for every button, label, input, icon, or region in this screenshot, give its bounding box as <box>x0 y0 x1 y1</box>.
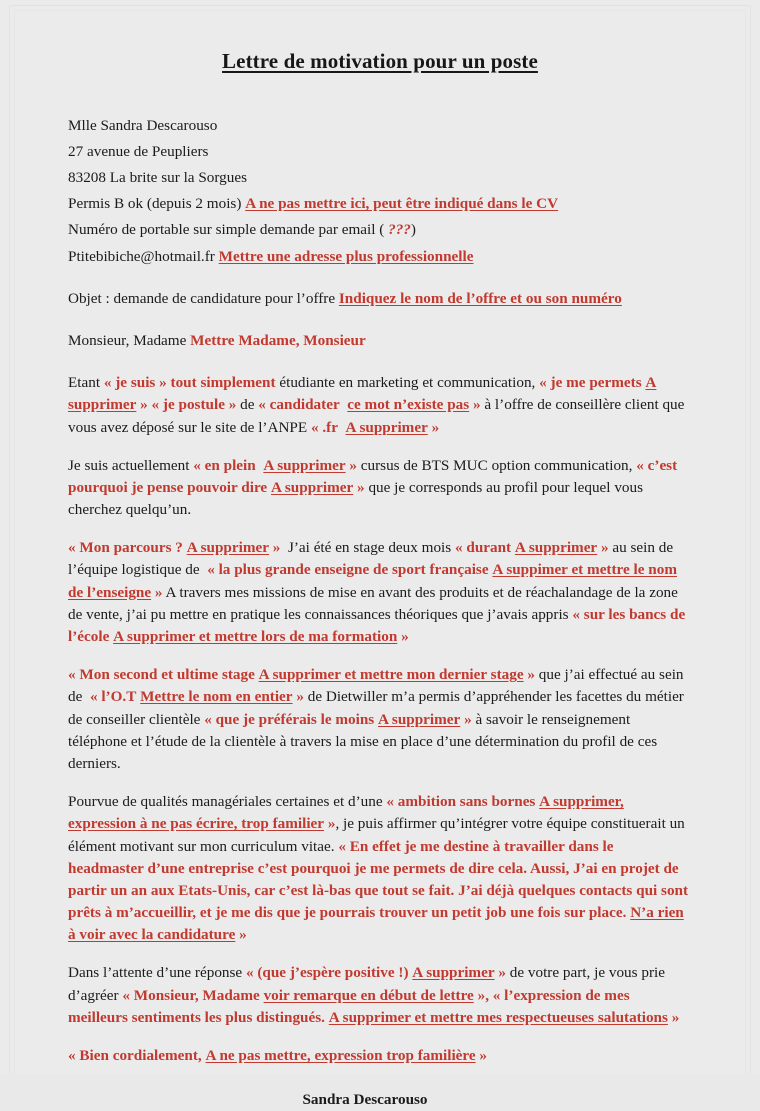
p4-annotation-6: » <box>464 710 472 728</box>
p7-annotation-1: « Bien cordialement, <box>68 1047 202 1065</box>
p6-text-2: de votre part, je vous prie d’agréer <box>68 964 665 1004</box>
email-value: Ptitebibiche@hotmail.fr <box>68 247 215 265</box>
phone-paren-open: ( <box>379 221 385 239</box>
paragraph-1 <box>68 372 692 439</box>
p3-annotation-2: » <box>272 539 281 557</box>
paragraph-6 <box>68 962 692 1029</box>
p3-annotation-1u: A supprimer <box>186 539 269 557</box>
p2-annotation-1u: A supprimer <box>263 456 346 474</box>
p3-annotation-4: » <box>600 539 609 557</box>
sender-licence-line <box>68 193 692 215</box>
p4-annotation-1: « Mon second et ultime stage <box>68 666 255 684</box>
p3-annotation-1: « Mon parcours ? <box>68 539 183 557</box>
p7-annotation-1u: A ne pas mettre, expression trop familière <box>205 1047 476 1065</box>
p3-annotation-7u: A supprimer et mettre lors de ma formation <box>113 628 398 646</box>
p1-annotation-4: « candidater <box>258 396 340 414</box>
p1-annotation-5: » <box>472 396 481 414</box>
p6-annotation-5: » <box>671 1008 680 1026</box>
salutation-text: Monsieur, Madame <box>68 331 187 349</box>
email-annotation: Mettre une adresse plus professionnelle <box>218 247 474 265</box>
p4-annotation-4: » <box>296 688 304 706</box>
p2-annotation-2: » <box>349 456 357 474</box>
p1-annotation-2u: A supprimer <box>68 374 657 414</box>
p6-annotation-1: « (que j’espère positive !) <box>245 964 409 982</box>
objet-annotation: Indiquez le nom de l’offre et ou son numéro <box>338 289 622 307</box>
p1-text-4: à l’offre de conseillère client que vous avez déposé sur le site de l’ANPE <box>68 396 685 436</box>
p5-annotation-4: » <box>239 926 247 944</box>
objet-label: Objet : demande de candidature pour l’offre <box>68 289 336 307</box>
p5-text-1: Pourvue de qualités managériales certaines et d’une <box>68 793 383 811</box>
p4-annotation-5: « que je préférais le moins <box>204 710 375 728</box>
p3-text-3: A travers mes missions de mise en avant des produits et de réachalandage de la zone de vente, j’ai pu mettre en pratique les connaissances théoriques que j’avais appris <box>68 583 678 623</box>
p3-annotation-5u: A suppimer et mettre le nom de l’enseigne <box>68 561 677 601</box>
licence-label: Permis B ok (depuis 2 mois) <box>68 195 242 213</box>
p5-annotation-3u: N’a rien à voir avec la candidature <box>68 904 684 944</box>
p6-annotation-4u: A supprimer et mettre mes respectueuses salutations <box>328 1008 668 1026</box>
p1-annotation-6: « .fr <box>310 418 338 436</box>
p1-annotation-2: « je me permets <box>539 374 642 392</box>
sender-name: Mlle Sandra Descarouso <box>68 116 218 134</box>
phone-annotation: ??? <box>388 221 411 239</box>
p2-annotation-1: « en plein <box>193 456 256 474</box>
p4-annotation-5u: A supprimer <box>377 710 461 728</box>
phone-paren-close: ) <box>410 221 416 239</box>
p4-text-2: de Dietwiller m’a permis d’appréhender les facettes du métier de conseiller clientèle <box>68 688 684 728</box>
page-title <box>68 46 692 77</box>
sender-city: 83208 La brite sur la Sorgues <box>68 169 247 187</box>
p4-annotation-1u: A supprimer et mettre mon dernier stage <box>258 666 524 684</box>
p4-annotation-2: » <box>527 666 535 684</box>
licence-annotation: A ne pas mettre ici, peut être indiqué dans le CV <box>245 195 559 213</box>
p3-text-2: au sein de l’équipe logistique de <box>68 539 674 579</box>
p5-text-2: , je puis affirmer qu’intégrer votre équipe constituerait un élément motivant sur mon curriculum vitae. <box>68 815 685 855</box>
p2-text-3: que je corresponds au profil pour lequel vous cherchez quelqu’un. <box>68 478 644 519</box>
paragraph-5 <box>68 791 692 946</box>
p2-text-2: cursus de BTS MUC option communication, <box>360 456 633 474</box>
p6-annotation-2: » <box>498 964 506 982</box>
p6-annotation-1u: A supprimer <box>412 964 495 982</box>
p1-text-3: de <box>240 396 255 414</box>
p1-text-2: étudiante en marketing et communication, <box>279 374 536 392</box>
p3-annotation-3u: A supprimer <box>514 539 598 557</box>
p3-annotation-7: « sur les bancs de l’école <box>68 605 686 646</box>
p6-annotation-3u: voir remarque en début de lettre <box>263 986 474 1004</box>
signature-name: Sandra Descarouso <box>302 1091 428 1109</box>
p6-annotation-3: « Monsieur, Madame <box>122 986 260 1004</box>
p5-annotation-1u: A supprimer, expression à ne pas écrire, trop familier <box>68 793 624 833</box>
p3-annotation-6: » <box>154 583 163 601</box>
p2-annotation-4: » <box>357 478 365 496</box>
p5-annotation-2: » <box>327 815 336 833</box>
p6-annotation-4: », « l’expression de mes meilleurs sentiments les plus distingués. <box>68 986 630 1026</box>
p6-text-1: Dans l’attente d’une réponse <box>68 964 243 982</box>
p7-annotation-2: » <box>479 1047 488 1065</box>
paragraph-7 <box>68 1045 692 1067</box>
objet-line <box>68 288 692 310</box>
p2-annotation-3u: A supprimer <box>270 478 354 496</box>
p4-text-3: à savoir le renseignement téléphone et l’étude de la clientèle à travers la mise en place d’une détermination du profil de ces derniers. <box>68 710 658 772</box>
sender-phone-line <box>68 219 692 241</box>
p5-annotation-3: « En effet je me destine à travailler dans le headmaster d’une entreprise c’est pourquoi je me permets de dire cela. Aussi, J’ai en projet de partir un an aux Etats-Unis, car c’est là-bas que tout se fait. J’ai déjà quelques contacts qui sont prêts à m’accueillir, et je me dis que je pourrais trouver un petit job une fois sur place. <box>68 837 689 922</box>
p4-text-1: que j’ai effectué au sein de <box>68 666 684 706</box>
p3-text-1: J’ai été en stage deux mois <box>287 539 452 557</box>
p1-annotation-1: « je suis » tout simplement <box>103 374 276 392</box>
letter-body <box>68 46 692 1111</box>
page-title-text: Lettre de motivation pour un poste <box>222 49 538 73</box>
paragraph-3 <box>68 537 692 648</box>
sender-address-block <box>68 115 692 268</box>
p4-annotation-3u: Mettre le nom en entier <box>140 688 293 706</box>
phone-label: Numéro de portable sur simple demande par email <box>68 221 376 239</box>
paragraph-4 <box>68 664 692 775</box>
p1-annotation-7: » <box>431 418 440 436</box>
p1-annotation-6u: A supprimer <box>345 418 428 436</box>
p1-text-1: Etant <box>68 374 101 392</box>
paragraph-2 <box>68 455 692 522</box>
p5-annotation-1: « ambition sans bornes <box>386 793 536 811</box>
p3-annotation-5: « la plus grande enseigne de sport française <box>207 561 489 579</box>
sender-street: 27 avenue de Peupliers <box>68 142 209 160</box>
p2-text-1: Je suis actuellement <box>68 456 190 474</box>
p4-annotation-3: « l’O.T <box>89 688 137 706</box>
salutation-annotation: Mettre Madame, Monsieur <box>190 331 366 349</box>
p3-annotation-3: « durant <box>454 539 512 557</box>
sender-email-line <box>68 246 692 268</box>
salutation-line <box>68 330 692 352</box>
p3-annotation-8: » <box>401 628 409 646</box>
p2-annotation-3: « c’est pourquoi je pense pouvoir dire <box>68 456 678 496</box>
p1-annotation-4u: ce mot n’existe pas <box>347 396 470 414</box>
p1-annotation-3: » « je postule » <box>140 396 237 414</box>
